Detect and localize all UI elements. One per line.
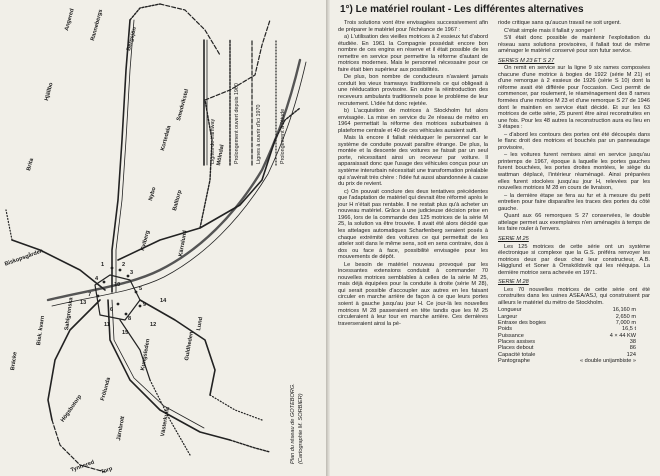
paragraph: Les 70 nouvelles motrices de cette série ont été construites dans les usines ASEA/ASJ, qui construisent par ailleurs le matériel du métro de Stockholm. (498, 286, 650, 306)
article-title: 1°) Le matériel roulant - Les différentes alternatives (340, 4, 584, 15)
spec-value: 16,5 t (622, 326, 636, 333)
place-label: Nybo (148, 186, 158, 202)
section-heading-m23: SERIES M 23 ET S 27 (498, 57, 555, 64)
extension-planned (160, 4, 220, 55)
place-label: Smedvikstel (176, 88, 191, 122)
spec-label: Places debout (498, 345, 534, 352)
spec-label: Capacité totale (498, 351, 536, 358)
station-number: 6 (110, 307, 114, 313)
spec-value: 16,160 m (612, 307, 636, 314)
station-number: 9 (143, 302, 147, 308)
station-number: 2 (122, 262, 126, 268)
place-label: Högsbotorp (60, 394, 84, 424)
station-number: 1 (101, 262, 105, 268)
station-number: 8 (128, 316, 132, 322)
extension-study (6, 210, 12, 240)
place-label: Balltorp (172, 189, 184, 212)
extension-built (130, 4, 160, 20)
spec-label: Entraxe des bogies (498, 320, 546, 327)
paragraph: De plus, bon nombre de conducteurs n'avaient jamais conduit les vieux tramways traditionnels ce qui obligeait à une rééducation provisoire. En outre la réintroduction des receveurs ambulants traditionnels pose le problème de leur recrutement. L'idée fut donc rejetée. (338, 74, 488, 107)
place-label: Frölunda (100, 376, 112, 402)
spec-label: Poids (498, 326, 512, 333)
place-label: Kviberg (140, 229, 152, 252)
station-number: 11 (104, 322, 110, 328)
spec-label: Longueur (498, 307, 522, 314)
network-map (0, 0, 328, 476)
spec-row (498, 358, 636, 364)
paragraph: Mais là encore il fallait rééduquer le personnel car le système de conduite pouvait paraître étrange. De plus, la montée et la descente des voitures se faisait par un seul porte, nécessitant ainsi un receveur par voiture. Il apparaissait donc que l'usage des véhicules conçus pour un système interurbain nécessitait une transformation préalable qui s'avérait très chère : l'idée fut aussi abandonnée à cause du prix de revient. (338, 135, 488, 188)
paragraph: Les 125 motrices de cette série ont un système électronique si complexe que la G.S. préféra renvoyer les motrices deux par deux chez leur constructeur, A.B. Hägglund et Soner à Örnsköldsvik qui les rééquipa. La dernière motrice sera achevée en 1971. (498, 243, 650, 276)
place-label: Västerkulla (160, 406, 172, 438)
station-number: 4 (95, 276, 99, 282)
place-label: Tynnered (70, 459, 96, 474)
map-page (0, 0, 328, 476)
spec-value: 124 (626, 351, 636, 358)
spec-value: 4 × 44 KW (609, 332, 636, 339)
place-label: Kärralund (178, 229, 189, 258)
station-number: 7 (88, 292, 92, 298)
station-number: 13 (80, 300, 87, 306)
spec-value: 2,650 m (615, 313, 636, 320)
article-page (330, 0, 660, 476)
place-label: Bergsjön (126, 26, 139, 52)
map-caption-credit: (Cartographie M. SORBIER) (298, 393, 304, 464)
paragraph: Quant aux 66 remorques S 27 conservées, le double attelage permet aux exemplaires n'en aménagés à temps de les faire rouler à l'envers. (498, 213, 650, 233)
paragraph: – les voitures furent remises ainsi en service jusqu'au printemps de 1967, époque à laquelle les portes gauches furent bouchées, les portes droites montées, le siège du wattman déplacé, l'intérieur réaménagé. Ainsi préparées elles furent stockées jusqu'au jour H, relevées par les nouvelles motrices M 28 en cours de livraison, (498, 152, 650, 192)
paragraph: a) L'utilisation des vieilles motrices à 2 essieux fut d'abord étudiée. En 1961 la Compagnie possédait encore bon nombre de ces engins en réserve et il était possible de les remettre en service pour permettre la réforme d'autant de motrices modernes. Mais le personnel nécessaire pour ce faire était bien supérieur aux possibilités. (338, 34, 488, 73)
place-label: Sahlgrenska (64, 297, 75, 331)
station-number: 14 (160, 298, 167, 304)
legend-extension-study: Prolongement à l'étude (280, 108, 286, 164)
place-label: Biskopsgården (4, 248, 45, 268)
spec-label: Places assises (498, 338, 535, 345)
station-number: 3 (130, 270, 134, 276)
place-label: Angered (64, 8, 76, 32)
spec-value: « double unijambiste » (580, 357, 636, 364)
specs-table (498, 307, 636, 364)
article-column-2 (498, 20, 650, 364)
spec-label: Pantographe (498, 357, 531, 364)
place-label: Järnbrott (116, 415, 127, 442)
legend-extension-planned: Lignes à ouvrir d'ici 1970 (256, 104, 262, 164)
place-label: Rannebergs (90, 8, 105, 42)
spec-value: 38 (629, 338, 636, 345)
place-label: Bisk. kvarn (36, 315, 47, 346)
spec-value: 86 (629, 345, 636, 352)
paragraph: C'était simple mais il fallait y songer ! (504, 27, 596, 34)
paragraph: S'il était donc possible de maintenir l'exploitation du réseau sans solutions provisoires, il fallait tout de même aménager le matériel conservé pour son futur service. (498, 35, 650, 55)
place-label: Bräcke (10, 351, 19, 371)
paragraph: Trois solutions vont être envisagées successivement afin de préparer le matériel pour l'échéance de 1967 : (338, 20, 488, 33)
paragraph: – la dernière étape se fera au fur et à mesure du petit entretien pour faire disparaître les traces des portes du côté gauche. (498, 192, 650, 212)
place-label: Brita (26, 157, 36, 172)
paragraph: riode critique sans qu'aucun travail ne soit urgent. (498, 20, 621, 26)
spec-value: 7,000 m (615, 320, 636, 327)
station-number: 12 (150, 322, 157, 328)
section-heading-m25: SERIE M 25 (498, 235, 529, 242)
paragraph: c) On pouvait conclure des deux tentatives précédentes que l'adaptation de matériel qui devrait être réformé après le jour H n'était pas rentable. Il ne restait plus qu'à acheter un nouveau matériel. Grâce à une judicieuse décision prise en 1966, lors de la commande des 125 motrices de la série M 25, la solution va être trouvée. Il avait été alors décidé que les attelages automatiques Scharfenberg seraient posés à chaque extrémité des voitures ce qui permettait de les atteler soit dans le même sens, soit en sens contraire, dos à dos ou face à face, possibilité envisagée pour les mouvements de dépôt. (338, 188, 488, 261)
place-label: Lund (196, 316, 205, 332)
place-label: Kortedala (160, 125, 173, 152)
legend-tram-lines: Lignes de tramway (210, 118, 216, 164)
station-number: 5 (139, 286, 143, 292)
station-number: 10 (114, 282, 121, 288)
station-number: 15 (122, 330, 129, 336)
place-label: Hjällbo (44, 81, 55, 102)
paragraph: – d'abord les contours des portes ont été découpés dans le flanc droit des motrices et bouchés par un panneautage provisoire, (498, 131, 650, 151)
legend-extension-built: Prolongement ouvert depuis 1960 (234, 83, 240, 164)
paragraph: On remit en service sur la ligne 9 six rames composées chacune d'une motrice à bogies de 1922 (série M 21) et d'une remorque à 2 essieux de 1926 (série S 10) dont la réforme avait été différée pour l'occasion. Ceci permit de commencer, par roulement, le réaménagement des 8 rames formées d'une motrice M 23 et d'une remorque S 27 de 1946 dont le maintien en service était décidé. Et sur les 63 motrices de cette série, 25 purent être ainsi reconstruites en une fois. Pour les 48 autres la reconstruction aura eu lieu en 3 étapes : (498, 65, 650, 131)
map-caption-title: Plan du réseau de GOTEBORG. (290, 383, 296, 464)
tram-line-north (112, 20, 130, 292)
place-label: Kungsleden (140, 338, 152, 372)
article-column-1 (338, 20, 488, 328)
place-label: Mölndal (216, 144, 226, 167)
paragraph: b) L'acquisition de motrices à Stockholm fut alors envisagée. La mise en service du 2e réseau de métro en 1964 permettait la réforme des motrices suburbaines à plateforme centrale et 40 de ces véhicules auraient suffi. (338, 108, 488, 134)
spec-label: Largeur (498, 313, 518, 320)
paragraph: Le besoin de matériel nouveau provoqué par les incessantes extensions conduisit à commander 70 nouvelles motrices semblables à celles de la série M 25, mais déjà équipées pour la conduite à droite (série M 28), qui serait possible d'accoupler aux autres en les faisant circuler en marche arrière de façon à ce que leurs portes soient à gauche jusqu'au jour H. Ce jour-là les nouvelles motrices M 28 passeraient en tête tandis que les M 25 circuleraient à leur tour en marche arrière. Ces dernières traverseraient ainsi la pé- (338, 261, 488, 327)
tram-line-west (12, 240, 105, 290)
spec-label: Puissance (498, 332, 524, 339)
section-heading-m28: SERIE M 28 (498, 279, 529, 286)
place-label: Guldheden (184, 331, 195, 362)
place-label: Torp (100, 465, 114, 476)
